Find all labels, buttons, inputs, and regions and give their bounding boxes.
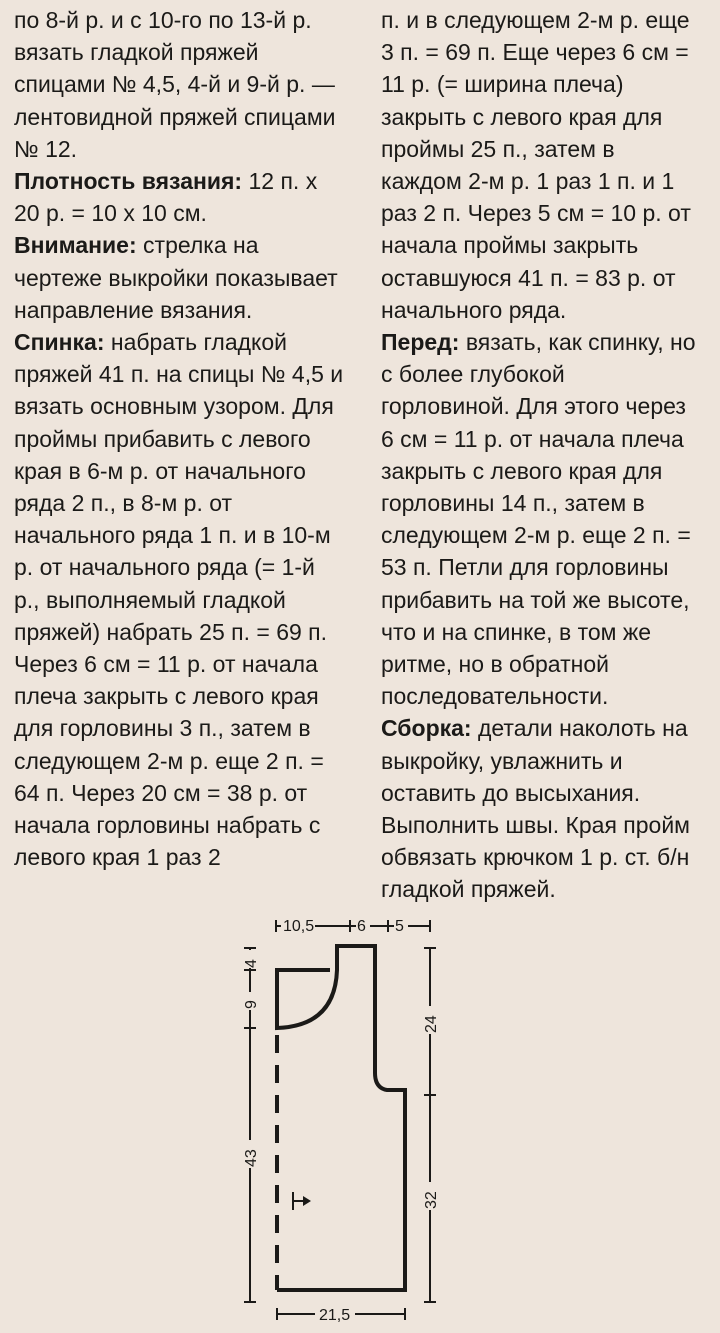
assembly-label: Сборка: — [381, 715, 472, 742]
attention-label: Внимание: — [14, 232, 137, 259]
dim-top-5: 5 — [395, 918, 404, 935]
left-column — [14, 4, 344, 873]
assembly-paragraph — [381, 712, 699, 905]
dim-top-10-5: 10,5 — [283, 918, 315, 935]
density-text: 12 п. х 20 р. = 10 х 10 см. — [14, 168, 318, 227]
direction-arrow-icon — [303, 1196, 311, 1206]
back-label: Спинка: — [14, 329, 105, 356]
left-intro-text: по 8-й р. и с 10-го по 13-й р. вязать гладкой пряжей спицами № 4,5, 4-й и 9-й р. — лентовидной пряжей спицами № 12. — [14, 7, 336, 162]
dim-left-4: 4 — [243, 959, 260, 968]
front-paragraph — [381, 326, 699, 712]
left-intro-paragraph — [14, 4, 344, 165]
attention-paragraph — [14, 229, 344, 326]
right-intro-text: п. и в следующем 2-м р. еще 3 п. = 69 п. Еще через 6 см = 11 р. (= ширина плеча) закрыть с левого края для проймы 25 п., затем в каждом 2-м р. 1 раз 1 п. и 1 раз 2 п. Через 5 см = 10 р. от начала проймы закрыть оставшуюся 41 п. = 83 р. от начального ряда. — [381, 7, 691, 323]
pattern-diagram — [225, 910, 465, 1330]
dim-top-6: 6 — [357, 918, 366, 935]
back-paragraph — [14, 326, 344, 873]
dim-left-9: 9 — [243, 1000, 260, 1009]
density-paragraph — [14, 165, 344, 229]
dim-right-32: 32 — [423, 1191, 440, 1209]
front-text: вязать, как спинку, но с более глубокой горловиной. Для этого через 6 см = 11 р. от начала плеча закрыть с левого края для горловины 14 п., затем в следующем 2-м р. еще 2 п. = 53 п. Петли для горловины прибавить на той же высоте, что и на спинке, в том же ритме, но в обратной последовательности. — [381, 329, 696, 710]
density-label: Плотность вязания: — [14, 168, 243, 195]
dim-left-43: 43 — [243, 1149, 260, 1167]
dim-bottom-21-5: 21,5 — [319, 1307, 351, 1324]
right-column — [381, 4, 699, 906]
garment-outline — [277, 946, 405, 1290]
front-label: Перед: — [381, 329, 460, 356]
attention-text: стрелка на чертеже выкройки показывает направление вязания. — [14, 232, 338, 323]
assembly-text: детали наколоть на выкройку, увлажнить и оставить до высыхания. Выполнить швы. Края пройм обвязать крючком 1 р. ст. б/н гладкой пряжей. — [381, 715, 690, 903]
right-intro-paragraph — [381, 4, 699, 326]
dim-right-24: 24 — [423, 1015, 440, 1033]
back-text: набрать гладкой пряжей 41 п. на спицы № 4,5 и вязать основным узором. Для проймы прибавить с левого края в 6-м р. от начального ряда 2 п., в 8-м р. от начального ряда 1 п. и в 10-м р. от начального ряда (= 1-й р., выполняемый гладкой пряжей) набрать 25 п. = 69 п. Через 6 см = 11 р. от начала плеча закрыть с левого края для горловины 3 п., затем в следующем 2-м р. еще 2 п. = 64 п. Через 20 см = 38 р. от начала горловины набрать с левого края 1 раз 2 — [14, 329, 344, 871]
